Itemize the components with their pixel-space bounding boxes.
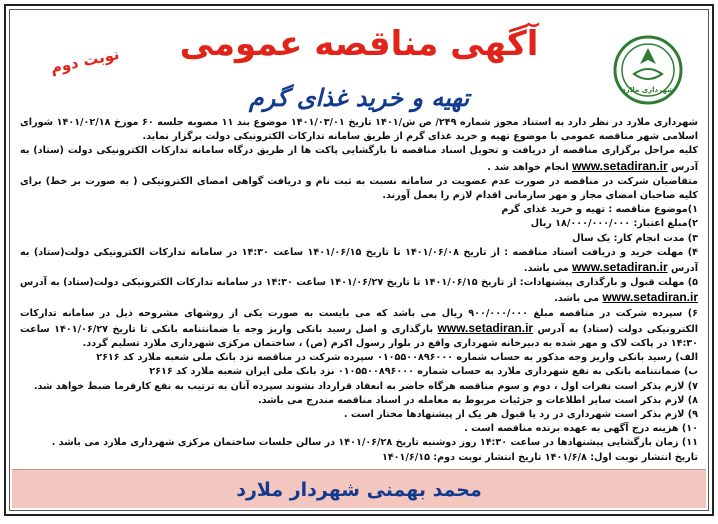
mayor-signature: محمد بهمنی شهردار ملارد: [236, 479, 482, 501]
item-subject: ۱)موضوع مناقصه : تهیه و خرید غذای گرم: [501, 204, 698, 216]
deposit-option-alef: الف) رسید بانکی واریز وجه مذکور به حساب شماره ۰۱۰۵۵۰۰۸۹۶۰۰۰ سپرده شرکت در مناقصه نزد بانک ملی شعبه ملارد کد ۲۶۱۶: [96, 352, 698, 364]
registration-paragraph: متقاضیان شرکت در مناقصه در صورت عدم عضویت در سامانه نسبت به ثبت نام و دریافت گواهی امضای الکترونیکی ( به صورت بر خط) برای کلیه صاحبان امضای مجاز و مهر سازمانی اقدام لازم را بعمل آورند.: [20, 175, 698, 202]
website-link[interactable]: www.setadiran.ir: [572, 260, 668, 275]
item-ad-cost: ۱۰) هزینه درج آگهی به عهده برنده مناقصه است .: [464, 423, 698, 435]
item5-tail: می باشد.: [554, 293, 600, 305]
round-label: نوبت دوم: [48, 44, 121, 78]
deposit-option-be: ب) ضمانتنامه بانکی به نفع شهرداری ملارد به حساب شماره ۰۱۰۵۵۰۰۸۹۶۰۰۰ نزد بانک ملی ایران شعبه ملارد کد ۲۶۱۶: [149, 366, 698, 378]
item6-b: بارگذاری و اصل رسید بانکی واریز وجه یا ضمانتنامه بانکی تا تاریخ ۱۴۰۱/۰۶/۲۷ ساعت ۱۴:۳۰ در پاکت لاک و مهر شده به دبیرخانه شهرداری واقع در بلوار رسول اکرم (ص) ، ساختمان مرکزی شهرداری ملارد تسلیم گردد.: [20, 323, 698, 350]
item-deposit: [20, 307, 698, 352]
item5-text: ۵) مهلت قبول و بارگذاری پیشنهادات: از تاریخ ۱۴۰۱/۰۶/۱۵ تا تاریخ ۱۴۰۱/۰۶/۲۷ ساعت ۱۴:۳۰ در سامانه تدارکات الکترونیکی دولت(ستاد) به آدرس: [20, 277, 698, 289]
svg-text:شهرداری ملارد: شهرداری ملارد: [621, 86, 675, 94]
item6-a: ۶) سپرده شرکت در مناقصه مبلغ ۹۰۰/۰۰۰/۰۰۰ ریال می باشد که می بایست به صورت یکی از روشهای مشروحه ذیل در سامانه تدارکات الکترونیکی دولت (ستاد) به آدرس: [20, 307, 699, 335]
intro-paragraph: شهرداری ملارد در نظر دارد به استناد مجوز شماره ۲۴۹/ ص ش/۱۴۰۱ تاریخ ۱۴۰۱/۰۳/۰۱ موضوع بند ۱۱ مصوبه جلسه ۶۰ مورخ ۱۴۰۱/۰۲/۱۸ شورای اسلامی شهر مناقصه عمومی با موضوع تهیه و خرید غذای گرم از طریق سامانه تدارکات الکترونیکی دولت برگزار نماید.: [20, 117, 698, 143]
notice-title: آگهی مناقصه عمومی: [179, 24, 539, 64]
process-tail: انجام خواهد شد .: [487, 161, 569, 173]
publish-dates: تاریخ انتشار نوبت اول: ۱۴۰۱/۶/۸ تاریخ انتشار نوبت دوم: ۱۴۰۱/۶/۱۵: [381, 451, 698, 463]
item-document-deadline: [20, 246, 698, 276]
website-link[interactable]: www.setadiran.ir: [572, 158, 668, 173]
process-paragraph: [20, 144, 698, 174]
item4-text: ۴) مهلت خرید و دریافت اسناد مناقصه : از تاریخ ۱۴۰۱/۰۶/۰۸ تا تاریخ ۱۴۰۱/۰۶/۱۵ ساعت ۱۴:۳۰ در سامانه تدارکات الکترونیکی دولت(ستاد) به آدرس: [20, 246, 698, 275]
item4-tail: می باشد.: [523, 263, 569, 275]
item-opening-time: ۱۱) زمان بازگشایی پیشنهادها در ساعت ۱۴:۳۰ روز دوشنبه تاریخ ۱۴۰۱/۰۶/۲۸ در سالن جلسات ساختمان مرکزی شهرداری ملارد می باشد .: [51, 437, 698, 449]
item-duration: ۳) مدت انجام کار: یک سال: [572, 232, 698, 244]
process-text: کلیه مراحل برگزاری مناقصه از دریافت و تحویل اسناد مناقصه تا بازگشایی پاکت ها از طریق درگاه سامانه تدارکات الکترونیکی دولت (ستاد) به آدرس: [20, 145, 698, 173]
website-link[interactable]: www.setadiran.ir: [602, 290, 698, 305]
item-bid-deadline: [20, 276, 698, 306]
item-discretion: ۹) لازم بذکر است شهرداری در رد یا قبول هر یک از پیشنهادها مختار است .: [343, 409, 698, 421]
notice-body: [20, 116, 698, 465]
notice-subtitle: تهیه و خرید غذای گرم: [248, 84, 470, 112]
item-credit: ۲)مبلغ اعتبار: ۱۸/۰۰۰/۰۰۰/۰۰۰ ریال: [530, 218, 698, 230]
item-forfeit: ۷) لازم بذکر است نفرات اول ، دوم و سوم مناقصه هرگاه حاضر به انعقاد قرارداد نشوند سپرده آنان به ترتیب به نفع کارفرما ضبط خواهد شد.: [33, 380, 698, 392]
tender-notice-page: [4, 4, 714, 516]
item-details: ۸) لازم بذکر است سایر اطلاعات و جزئیات مربوط به معامله در اسناد مناقصه مندرج می باشد.: [257, 394, 698, 406]
website-link[interactable]: www.setadiran.ir: [437, 320, 534, 335]
